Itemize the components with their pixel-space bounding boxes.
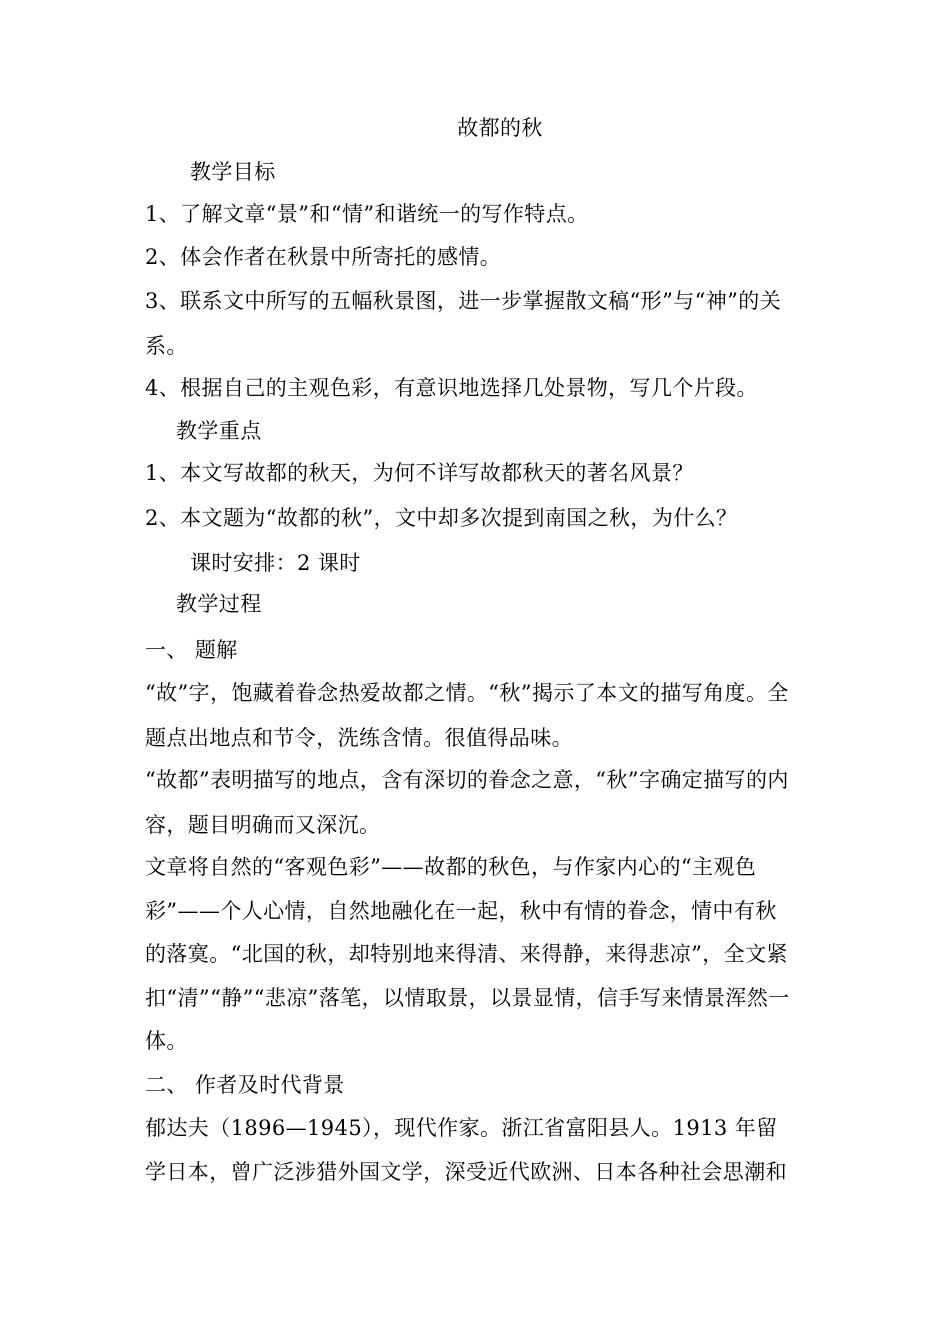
objective-item: 2、体会作者在秋景中所寄托的感情。 (145, 245, 502, 269)
part1-heading: 一、 题解 (145, 638, 238, 662)
paragraph-line: 郁达夫（1896—1945），现代作家。浙江省富阳县人。1913 年留 (145, 1116, 778, 1140)
paragraph-line: 学日本，曾广泛涉猎外国文学，深受近代欧洲、日本各种社会思潮和 (145, 1160, 787, 1184)
process-heading: 教学过程 (176, 592, 262, 616)
schedule-line: 课时安排：2 课时 (190, 551, 361, 575)
paragraph-line: 体。 (145, 1029, 188, 1053)
paragraph-line: 文章将自然的“客观色彩”——故都的秋色，与作家内心的“主观色 (145, 855, 757, 879)
paragraph-line: 扣“清”“静”“悲凉”落笔，以情取景，以景显情，信手写来情景浑然一 (145, 986, 790, 1010)
part2-heading: 二、 作者及时代背景 (145, 1073, 345, 1097)
paragraph-line: 容，题目明确而又深沉。 (145, 813, 381, 837)
paragraph-line: 彩”——个人心情，自然地融化在一起，秋中有情的眷念，情中有秋 (145, 899, 777, 923)
objective-item-continuation: 系。 (145, 334, 188, 358)
paragraph-line: “故”字，饱藏着眷念热爱故都之情。“秋”揭示了本文的描写角度。全 (145, 681, 789, 705)
document-title: 故都的秋 (457, 116, 543, 140)
objective-item: 4、根据自己的主观色彩，有意识地选择几处景物，写几个片段。 (145, 376, 758, 400)
objective-item: 1、了解文章“景”和“情”和谐统一的写作特点。 (145, 202, 589, 226)
key-point-item: 2、本文题为“故都的秋”，文中却多次提到南国之秋，为什么？ (145, 506, 738, 530)
objective-item: 3、联系文中所写的五幅秋景图，进一步掌握散文稿“形”与“神”的关 (145, 289, 782, 313)
paragraph-line: 的落寞。“北国的秋，却特别地来得清、来得静，来得悲凉”，全文紧 (145, 942, 788, 966)
key-points-heading: 教学重点 (176, 419, 262, 443)
paragraph-line: 题点出地点和节令，洗练含情。很值得品味。 (145, 726, 573, 750)
key-point-item: 1、本文写故都的秋天，为何不详写故都秋天的著名风景？ (145, 461, 694, 485)
paragraph-line: “故都”表明描写的地点，含有深切的眷念之意，“秋”字确定描写的内 (145, 768, 789, 792)
objectives-heading: 教学目标 (190, 160, 276, 184)
